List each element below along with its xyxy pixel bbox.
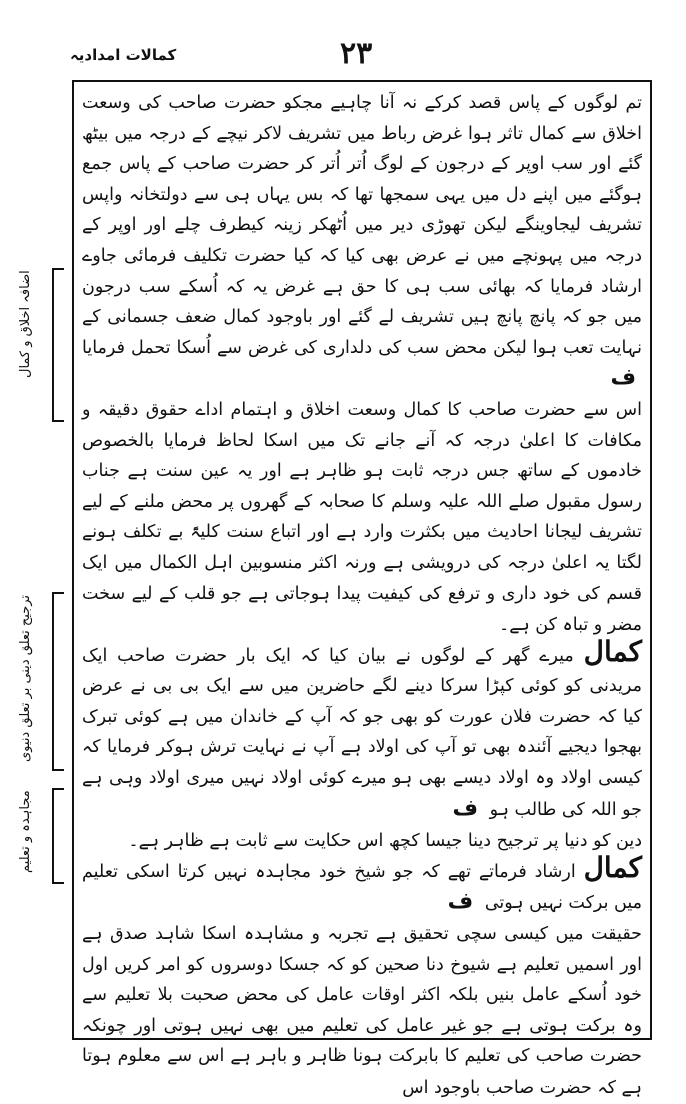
paragraph: [82, 919, 642, 1104]
paragraph-end-mark: ف: [610, 365, 636, 391]
paragraph: [82, 395, 642, 641]
paragraph-text: اس سے حضرت صاحب کا کمال وسعت اخلاق و اہتمام اداے حقوق دقیقہ و مکافات کا اعلیٰ درجہ کہ آنے جانے تک میں اسکا لحاظ فرمایا بالخصوص خادموں کے ساتھ جس درجہ ثابت ہو ظاہر ہے اور یہ عین سنت ہے جناب رسول مقبول صلے اللہ علیہ وسلم کا صحابہ کے گھروں پر محض ملنے کے لیے تشریف لیجانا احادیث میں بکثرت وارد ہے اور اتباع سنت کلیۃً بے تکلف ہونے لگتا یہ اعلیٰ درجہ کی درویشی ہے ورنہ اکثر منسوبین اہل الکمال میں ایک قسم کی خود داری و ترفع کی کیفیت پیدا ہوجاتی ہے جو قلب کے لیے سخت مضر و تباہ کن ہے۔: [82, 399, 642, 636]
margin-note: اضافہ اخلاق و کمال: [18, 270, 33, 378]
body-text: [82, 88, 642, 1098]
margin-note: مجاہدہ و تعلیم: [18, 790, 33, 873]
paragraph-end-mark: ف: [447, 889, 474, 915]
paragraph-text: دین کو دنیا پر ترجیح دینا جیسا کچھ اس حکایت سے ثابت ہے ظاہر ہے۔: [128, 831, 642, 852]
paragraph: [82, 634, 642, 826]
paragraph-text: میرے گھر کے لوگوں نے بیان کیا کہ ایک بار حضرت صاحب ایک مریدنی کو کوئی کپڑا سرکا دینے لگے حاضرین میں سے ایک بی بی نے عرض کیا کہ حضرت فلان عورت کو بھی جو کہ آپ کے خاندان میں ہے کوئی تبرک بھجوا دیجیے آئندہ بھی تو آپ کی اولاد ہے آپ نے نہایت ترش ہوکر فرمایا کہ کیسی اولاد وہ اولاد دیسے بھی ہو میرے کوئی اولاد نہیں میری اولاد وہی ہے جو اللہ کی طالب ہو: [82, 645, 642, 820]
paragraph-lead-word: کمال: [583, 634, 642, 668]
paragraph-text: تم لوگوں کے پاس قصد کرکے نہ آنا چاہیے مجکو حضرت صاحب کی وسعت اخلاق سے کمال تاثر ہوا غرض رباط میں تشریف لاکر نیچے کے درجہ میں بیٹھ گئے اور سب اوپر کے درجون کے لوگ اُتر اُتر کر حضرت صاحب کے پاس جمع ہوگئے میں اپنے دل میں یہی سمجھا تھا کہ بس یہاں ہی سے دولتخانہ واپس تشریف لیجاوینگے لیکن تھوڑی دیر میں اُٹھکر زینہ کیطرف چلے اور اوپر کے درجہ میں پہونچے میں نے عرض بھی کیا کہ کیا حضرت تکلیف فرمائی جاوے ارشاد فرمایا کہ بھائی سب ہی کا حق ہے غرض یہ کہ اُسکے سب درجون میں جو کہ پانچ پانچ ہیں تشریف لے گئے اور باوجود کمال ضعف جسمانی کے نہایت تعب ہوا لیکن محض سب کی دلداری کی غرض سے اُسکا تحمل فرمایا: [82, 93, 642, 358]
margin-bracket: [52, 268, 64, 422]
paragraph-lead-word: کمال: [583, 850, 642, 884]
running-title: کمالات امدادیہ: [70, 46, 177, 64]
page-header: [70, 38, 655, 78]
paragraph: [82, 88, 642, 395]
margin-note: ترجیح تعلق دینی بر تعلق دنیوی: [18, 595, 33, 763]
paragraph-text: ارشاد فرماتے تھے کہ جو شیخ خود مجاہدہ نہیں کرتا اسکی تعلیم میں برکت نہیں ہوتی: [82, 861, 642, 914]
page-number: ۲۳: [340, 36, 373, 71]
paragraph: [82, 825, 642, 857]
paragraph-text: حقیقت میں کیسی سچی تحقیق ہے تجربہ و مشاہدہ اسکا شاہد صدق ہے اور اسمیں تعلیم ہے شیوخ دنا صحین کو کہ جسکا دوسروں کو امر کریں اول خود اُسکے عامل بنیں بلکہ اکثر اوقات عامل کی محض صحبت بلا تعلیم سے وہ برکت ہوتی ہے جو غیر عامل کی تعلیم میں بھی نہیں ہوتی اور چونکہ حضرت صاحب کی تعلیم کا بابرکت ہونا ظاہر و باہر ہے اس سے معلوم ہوتا ہے کہ حضرت صاحب باوجود اس: [82, 924, 642, 1098]
paragraph-end-mark: ف: [452, 795, 479, 821]
margin-bracket: [52, 788, 64, 884]
paragraph: [82, 850, 642, 919]
margin-bracket: [52, 592, 64, 771]
